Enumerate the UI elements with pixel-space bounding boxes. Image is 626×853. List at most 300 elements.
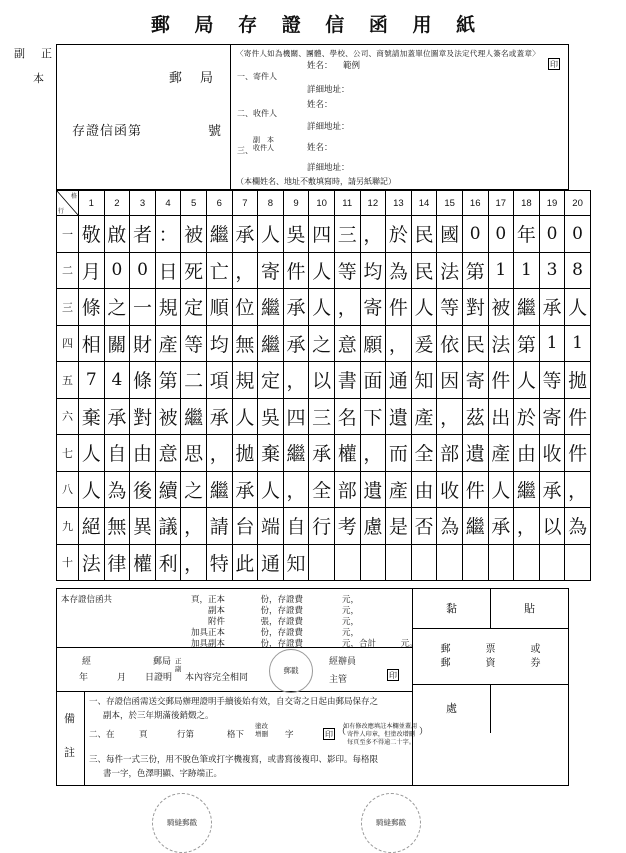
cert-fu: 副 [175,664,182,673]
grid-cell[interactable]: 7 [79,362,105,399]
grid-cell[interactable]: 人 [488,471,514,508]
grid-cell[interactable]: 均 [206,325,232,362]
cert-clerk: 經辦員 [329,657,357,667]
grid-column-header-8: 8 [258,191,284,216]
cert-month: 月 [117,673,127,683]
fee-label-2: 附件 [207,617,225,627]
party-label-recipient: 收件人 [253,109,277,118]
grid-cell[interactable]: 日 [155,252,181,289]
grid-cell[interactable]: ， [181,544,207,581]
party-label-sender: 寄件人 [253,72,277,81]
post-office-panel [57,45,231,189]
grid-cell[interactable]: 1 [514,252,540,289]
grid-cell[interactable]: 自 [104,435,130,472]
grid-cell[interactable]: 名 [334,398,360,435]
grid-cell[interactable] [437,544,463,581]
grid-row [57,252,591,289]
grid-cell[interactable]: 產 [488,435,514,472]
side-copy-labels [14,48,56,84]
grid-column-header-12: 12 [360,191,386,216]
fee-total-money: 元。 [400,639,418,649]
grid-cell[interactable]: 通 [258,544,284,581]
grid-cell[interactable]: 異 [130,508,156,545]
grid-cell[interactable]: 絕 [79,508,105,545]
grid-cell[interactable]: 民 [462,325,488,362]
grid-cell[interactable]: 人 [411,289,437,326]
grid-cell[interactable]: 拋 [565,362,591,399]
grid-cell[interactable] [334,544,360,581]
grid-cell[interactable]: 產 [386,471,412,508]
grid-cell[interactable]: ， [565,471,591,508]
letter-no-suffix: 號 [207,124,222,139]
grid-cell[interactable]: 產 [411,398,437,435]
grid-cell[interactable]: ， [283,471,309,508]
grid-cell[interactable]: 思 [181,435,207,472]
grid-cell[interactable]: 行 [309,508,335,545]
grid-cell[interactable]: 因 [437,362,463,399]
grid-cell[interactable]: 件 [488,362,514,399]
grid-cell[interactable]: ， [514,508,540,545]
grid-cell[interactable]: 後 [130,471,156,508]
grid-row-label-9: 九 [57,508,79,545]
cert-seal-icon: 印 [389,671,397,680]
grid-cell[interactable]: ， [206,435,232,472]
stamp-kind-1c: 或 [530,643,541,655]
grid-cell[interactable]: 收 [539,435,565,472]
grid-cell[interactable]: 相 [79,325,105,362]
grid-cell[interactable] [462,544,488,581]
grid-cell[interactable]: ， [283,362,309,399]
grid-cell[interactable]: 民 [411,252,437,289]
grid-column-header-18: 18 [514,191,540,216]
grid-cell[interactable]: 等 [181,325,207,362]
grid-corner-cell [57,191,79,216]
post-office-label: 郵 局 [168,71,220,86]
grid-cell[interactable]: 條 [130,362,156,399]
grid-cell[interactable]: 為 [437,508,463,545]
grid-cell[interactable]: 爰 [411,325,437,362]
grid-cell[interactable]: 承 [283,289,309,326]
grid-cell[interactable]: 下 [360,398,386,435]
notes-section [57,692,429,785]
grid-cell[interactable]: 遺 [462,435,488,472]
grid-cell[interactable]: 吳 [283,216,309,253]
note-item-1-line1: 一、存證信函需送交郵局辦理證明手續後始有效，自交寄之日起由郵局保存之 [89,697,379,707]
grid-cell[interactable]: 之 [309,325,335,362]
grid-cell[interactable]: 法 [488,325,514,362]
grid-cell[interactable]: 四 [283,398,309,435]
grid-cell[interactable]: 承 [488,508,514,545]
grid-cell[interactable]: 0 [462,216,488,253]
grid-cell[interactable]: 承 [283,325,309,362]
grid-cell[interactable]: 為 [104,471,130,508]
grid-cell[interactable]: 財 [130,325,156,362]
grid-cell[interactable]: 部 [334,471,360,508]
sender-name-value[interactable]: 範例 [343,61,361,71]
stamp-kind-2b: 資 [485,657,496,669]
grid-cell[interactable]: 承 [539,289,565,326]
grid-cell[interactable]: 被 [488,289,514,326]
grid-cell[interactable]: 產 [155,325,181,362]
grid-cell[interactable]: 吳 [258,398,284,435]
fee-count-unit-4: 份，存證費 [260,639,303,649]
grid-cell[interactable]: 繼 [206,216,232,253]
grid-cell[interactable]: 權 [334,435,360,472]
grid-cell[interactable]: 第 [155,362,181,399]
grid-cell[interactable]: 遺 [360,471,386,508]
fee-count-unit-0: 份，存證費 [260,595,303,605]
grid-cell[interactable]: 0 [130,252,156,289]
grid-cell[interactable]: 人 [565,289,591,326]
grid-cell[interactable]: 以 [539,508,565,545]
grid-cell[interactable]: 人 [258,471,284,508]
grid-cell[interactable]: 0 [104,252,130,289]
grid-row-label-2: 二 [57,252,79,289]
grid-cell[interactable]: 意 [334,325,360,362]
fee-count-unit-3: 份，存證費 [260,628,303,638]
grid-cell[interactable]: 件 [462,471,488,508]
grid-cell[interactable]: 繼 [258,325,284,362]
grid-column-header-6: 6 [206,191,232,216]
grid-cell[interactable]: 件 [283,252,309,289]
grid-cell[interactable]: 人 [309,252,335,289]
grid-cell[interactable]: 死 [181,252,207,289]
grid-row [57,471,591,508]
grid-cell[interactable]: 件 [565,435,591,472]
grid-cell[interactable]: 於 [514,398,540,435]
grid-cell[interactable]: 意 [155,435,181,472]
grid-cell[interactable]: 議 [155,508,181,545]
grid-cell[interactable]: 棄 [79,398,105,435]
grid-cell[interactable]: 項 [206,362,232,399]
grid-row-label-7: 七 [57,435,79,472]
grid-cell[interactable]: 寄 [258,252,284,289]
grid-cell[interactable]: 人 [258,216,284,253]
grid-cell[interactable]: 人 [309,289,335,326]
grid-cell[interactable] [539,544,565,581]
grid-cell[interactable]: 第 [462,252,488,289]
notes-label-bottom: 註 [64,746,75,759]
grid-cell[interactable]: 等 [334,252,360,289]
stamp-paste: 貼 [524,602,535,615]
grid-cell[interactable]: 繼 [283,435,309,472]
grid-cell[interactable]: 年 [514,216,540,253]
grid-cell[interactable]: 通 [386,362,412,399]
cert-zheng: 正 [175,657,182,665]
grid-corner-row-label: 行 [58,209,65,215]
cert-copy-type[interactable] [175,658,182,673]
grid-cell[interactable]: 月 [79,252,105,289]
grid-row [57,289,591,326]
grid-cell[interactable]: 敬 [79,216,105,253]
grid-cell[interactable]: ， [386,325,412,362]
grid-cell[interactable]: ， [360,435,386,472]
grid-cell[interactable]: 棄 [258,435,284,472]
grid-cell[interactable]: 利 [155,544,181,581]
grid-cell[interactable]: 全 [309,471,335,508]
grid-row-label-1: 一 [57,216,79,253]
grid-cell[interactable]: 對 [462,289,488,326]
grid-cell[interactable]: 國 [437,216,463,253]
grid-cell[interactable]: 拋 [232,435,258,472]
grid-cell[interactable]: 啟 [104,216,130,253]
grid-cell[interactable]: 人 [232,398,258,435]
fee-money-3: 元， [341,628,359,638]
grid-cell[interactable]: 律 [104,544,130,581]
grid-cell[interactable]: 繼 [258,289,284,326]
grid-cell[interactable]: 考 [334,508,360,545]
grid-cell[interactable]: 者 [130,216,156,253]
grid-cell[interactable]: 由 [514,435,540,472]
grid-cell[interactable]: 由 [130,435,156,472]
grid-cell[interactable]: 法 [79,544,105,581]
grid-cell[interactable]: 承 [104,398,130,435]
grid-cell[interactable]: 寄 [539,398,565,435]
grid-cell[interactable]: 否 [411,508,437,545]
grid-row-label-4: 四 [57,325,79,362]
grid-cell[interactable]: 8 [565,252,591,289]
grid-cell[interactable]: 無 [232,325,258,362]
grid-cell[interactable]: 亡 [206,252,232,289]
grid-cell[interactable] [565,544,591,581]
grid-cell[interactable]: 為 [565,508,591,545]
note2-stack-top: 塗改 [255,722,268,730]
grid-cell[interactable]: ， [334,289,360,326]
grid-cell[interactable]: 件 [386,289,412,326]
grid-row [57,325,591,362]
grid-cell[interactable]: 全 [411,435,437,472]
postmark-circle: 郵戳 [269,649,313,693]
certification-row [57,648,412,692]
copy-recipient-name-label: 姓名： [307,143,333,153]
grid-cell[interactable] [411,544,437,581]
cert-same-content: 本內容完全相同 [185,673,249,683]
grid-cell[interactable]: 特 [206,544,232,581]
fee-row [61,604,412,615]
letter-number-row [72,120,222,139]
grid-cell[interactable]: 法 [437,252,463,289]
grid-cell[interactable]: 部 [437,435,463,472]
grid-cell[interactable]: 繼 [206,471,232,508]
grid-cell[interactable]: 人 [79,471,105,508]
grid-cell[interactable]: 繼 [514,289,540,326]
grid-cell[interactable]: 1 [488,252,514,289]
grid-cell[interactable]: 承 [539,471,565,508]
sender-name-label: 姓名： [307,61,333,71]
fee-page-unit-0: 頁，正本 [190,595,225,605]
note2-stack-bottom: 增刪 [255,729,268,738]
grid-cell[interactable]: 無 [104,508,130,545]
grid-cell[interactable]: 是 [386,508,412,545]
recipient-address-label: 詳細地址： [307,122,350,132]
grid-cell[interactable]: 繼 [462,508,488,545]
grid-cell[interactable]: 規 [232,362,258,399]
grid-cell[interactable]: 繼 [514,471,540,508]
grid-cell[interactable]: 權 [130,544,156,581]
grid-cell[interactable]: 規 [155,289,181,326]
grid-cell[interactable]: 慮 [360,508,386,545]
page-title: 郵 局 存 證 信 函 用 紙 [150,14,485,36]
cert-year: 年 [79,673,89,683]
sender-org-note: 〈寄件人如為機關、團體、學校、公司、商號請加蓋單位圖章及法定代理人簽名或蓋章〉 [236,49,540,58]
grid-column-header-7: 7 [232,191,258,216]
grid-cell[interactable]: 之 [104,289,130,326]
grid-cell[interactable]: 定 [181,289,207,326]
grid-cell[interactable]: 人 [79,435,105,472]
grid-cell[interactable]: 位 [232,289,258,326]
grid-cell[interactable]: 繼 [181,398,207,435]
party-index-1: 一、 [237,72,253,81]
grid-cell[interactable]: 1 [539,325,565,362]
grid-cell[interactable]: 二 [181,362,207,399]
cert-day-prove: 日證明 [145,673,173,683]
grid-cell[interactable]: ， [360,216,386,253]
grid-cell[interactable]: 等 [437,289,463,326]
grid-cell[interactable]: 收 [437,471,463,508]
grid-cell[interactable]: 關 [104,325,130,362]
grid-cell[interactable]: 自 [283,508,309,545]
grid-cell[interactable]: 定 [258,362,284,399]
grid-cell[interactable]: 面 [360,362,386,399]
grid-cell[interactable]: 寄 [360,289,386,326]
grid-column-header-15: 15 [437,191,463,216]
grid-cell[interactable]: 4 [104,362,130,399]
grid-cell[interactable]: 以 [309,362,335,399]
fee-money-1: 元， [341,606,359,616]
grid-header-row [57,191,591,216]
grid-cell[interactable]: 四 [309,216,335,253]
note-item-2 [89,722,429,749]
grid-cell[interactable] [488,544,514,581]
grid-cell[interactable]: 書 [334,362,360,399]
fee-label-1: 副本 [207,606,225,616]
grid-cell[interactable]: 承 [232,471,258,508]
grid-cell[interactable]: 承 [206,398,232,435]
label-duplicate: 副 [14,47,25,60]
stamp-kind-2a: 郵 [440,657,451,669]
grid-cell[interactable] [514,544,540,581]
grid-cell[interactable]: ， [232,252,258,289]
grid-cell[interactable]: 民 [411,216,437,253]
note2-seal-icon: 印 [325,730,333,739]
grid-cell[interactable]: 對 [130,398,156,435]
grid-cell[interactable]: 承 [232,216,258,253]
grid-cell[interactable]: 知 [411,362,437,399]
grid-cell[interactable]: 出 [488,398,514,435]
grid-cell[interactable]: 條 [79,289,105,326]
grid-cell[interactable] [309,544,335,581]
grid-cell[interactable]: 一 [130,289,156,326]
grid-cell[interactable]: 為 [386,252,412,289]
grid-cell[interactable]: 之 [181,471,207,508]
fee-total-label: 合計 [359,639,377,649]
grid-column-header-17: 17 [488,191,514,216]
note2-line: 行第 [177,730,195,740]
grid-cell[interactable]: 人 [514,362,540,399]
grid-cell[interactable]: 台 [232,508,258,545]
stamp-row-attach [413,589,568,629]
party-index-3: 三、 [237,146,253,155]
grid-cell[interactable]: 寄 [462,362,488,399]
stamp-attach: 黏 [413,589,491,628]
grid-cell[interactable]: 均 [360,252,386,289]
grid-cell[interactable]: 0 [539,216,565,253]
note2-annotation-2: 寄件人印章，但塗改增刪 [347,730,416,738]
grid-cell[interactable]: 三 [309,398,335,435]
grid-cell[interactable]: 承 [309,435,335,472]
grid-cell[interactable]: 茲 [462,398,488,435]
note2-annotation-3: 每頁至多不得逾二十字。 [347,739,416,746]
notes-label-top: 備 [64,712,75,725]
grid-cell[interactable]: 第 [514,325,540,362]
grid-cell[interactable]: 1 [565,325,591,362]
grid-cell[interactable]: 端 [258,508,284,545]
grid-cell[interactable]: 3 [539,252,565,289]
grid-row [57,508,591,545]
stamp-row-kind [413,629,568,685]
note2-paren-open: （ [337,727,347,737]
grid-cell[interactable]: 此 [232,544,258,581]
note2-prefix: 二、在 [89,730,115,740]
fee-row [61,593,412,604]
grid-row-label-3: 三 [57,289,79,326]
note2-cell: 格下 [227,730,245,740]
grid-cell[interactable]: 願 [360,325,386,362]
grid-column-header-10: 10 [309,191,335,216]
grid-cell[interactable]: 請 [206,508,232,545]
stamp-place-blank [491,685,568,733]
fee-money-0: 元， [341,595,359,605]
grid-cell[interactable]: 遺 [386,398,412,435]
grid-cell[interactable]: 而 [386,435,412,472]
content-grid [56,190,591,581]
stamp-kind-2c: 券 [530,657,541,669]
grid-cell[interactable]: 被 [181,216,207,253]
grid-cell[interactable]: 件 [565,398,591,435]
cert-supervisor: 主管 [329,675,348,685]
grid-cell[interactable]: ： [155,216,181,253]
grid-cell[interactable]: 順 [206,289,232,326]
fee-money-2: 元， [341,617,359,627]
grid-cell[interactable] [386,544,412,581]
grid-cell[interactable]: 0 [488,216,514,253]
grid-cell[interactable]: ， [181,508,207,545]
grid-cell[interactable]: 續 [155,471,181,508]
label-copy-char: 本 [33,71,44,85]
grid-cell[interactable] [360,544,386,581]
grid-cell[interactable]: 依 [437,325,463,362]
grid-cell[interactable]: ， [437,398,463,435]
grid-cell[interactable]: 被 [155,398,181,435]
grid-row-label-8: 八 [57,471,79,508]
note2-edit-type[interactable] [255,723,268,738]
grid-cell[interactable]: 於 [386,216,412,253]
note2-annotation-1: 如有修改應填註本欄並蓋用 [343,723,418,730]
grid-cell[interactable]: 等 [539,362,565,399]
grid-column-header-4: 4 [155,191,181,216]
grid-row [57,362,591,399]
grid-cell[interactable]: 知 [283,544,309,581]
fee-row [61,626,412,637]
grid-cell[interactable]: 三 [334,216,360,253]
fee-row [61,637,418,649]
grid-cell[interactable]: 由 [411,471,437,508]
fee-label-3: 加具正本 [190,628,225,638]
grid-column-header-14: 14 [411,191,437,216]
grid-column-header-1: 1 [79,191,105,216]
party-index-2: 二、 [237,109,253,118]
grid-cell[interactable]: 0 [565,216,591,253]
